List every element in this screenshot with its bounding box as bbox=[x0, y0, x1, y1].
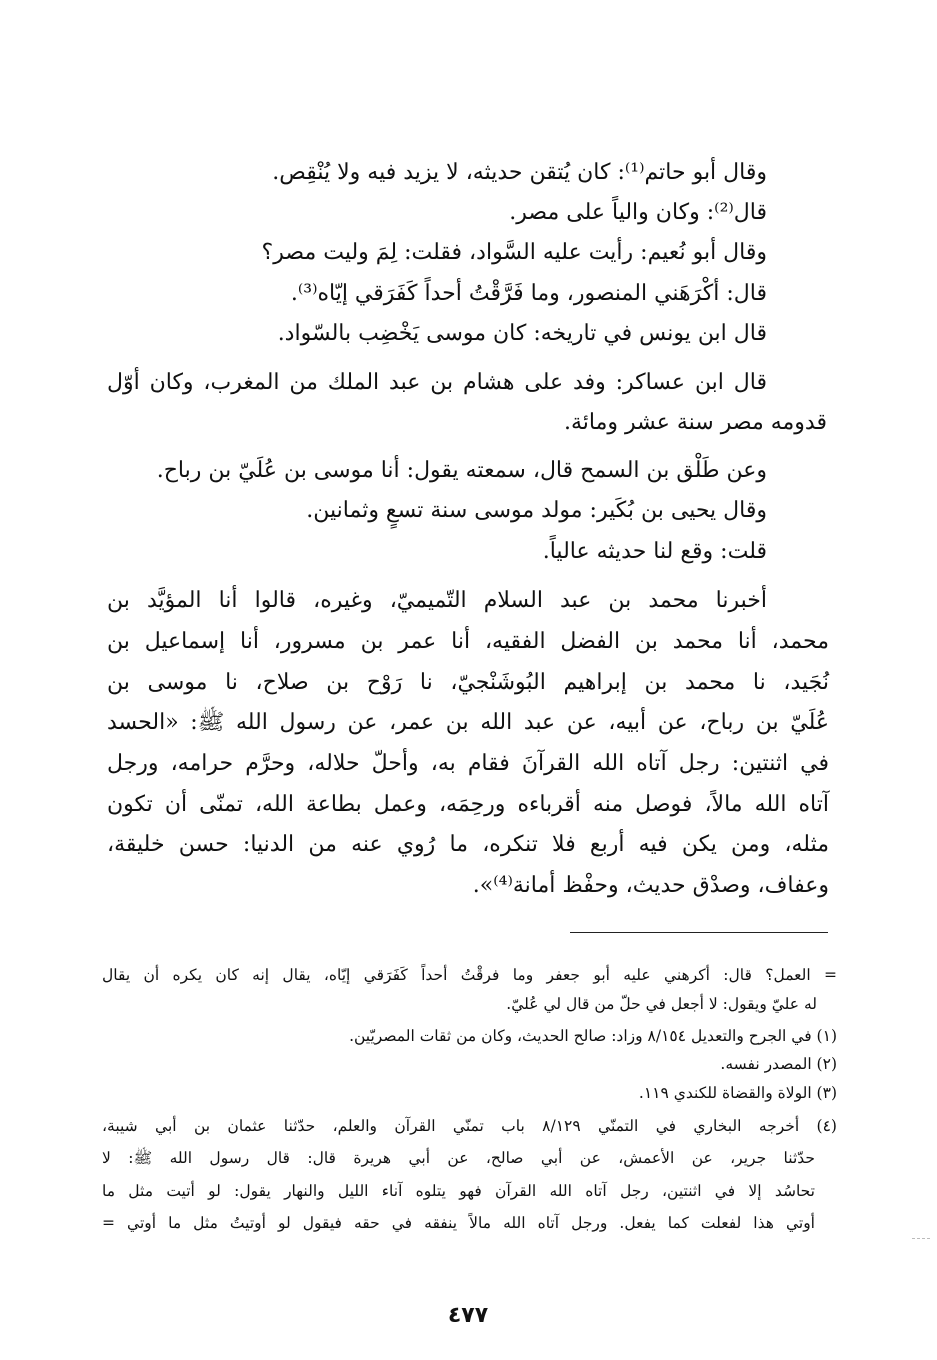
text-line: قال: أكْرَهَني المنصور، وما فَرَّقْتُ أحداً كَفَرَقي إيّاه⁽³⁾. bbox=[290, 281, 767, 306]
text-line: قلت: وقع لنا حديثه عالياً. bbox=[542, 539, 767, 564]
text-line: آتاه الله مالاً، فوصل منه أقرباءه ورحِمَه، وعمل بطاعة الله، تمنّى أن تكون bbox=[107, 792, 829, 817]
text-line: قال ابن يونس في تاريخه: كان موسى يَخْضِب بالسّواد. bbox=[277, 321, 767, 346]
footnote-line: حدّثنا جرير، عن الأعمش، عن أبي صالح، عن أبي هريرة قال: قال رسول الله ﷺ: لا bbox=[102, 1149, 815, 1167]
scan-mark bbox=[912, 1238, 930, 1239]
footnote-line: (١) في الجرح والتعديل ٨/١٥٤ وزاد: صالح الحديث، وكان من ثقات المصريّين. bbox=[349, 1027, 837, 1045]
page-number: ٤٧٧ bbox=[447, 1303, 489, 1328]
text-line: وعفاف، وصدْق حديث، وحفْظ أمانة⁽⁴⁾». bbox=[472, 873, 829, 898]
text-line: محمد، أنا محمد بن الفضل الفقيه، أنا عمر بن مسرور، أنا إسماعيل بن bbox=[107, 629, 829, 654]
text-line: قدومه مصر سنة عشر ومائة. bbox=[563, 410, 827, 435]
text-line: نُجَيد، نا محمد بن إبراهيم البُوشَنْجيّ، نا رَوْح بن صلاح، نا موسى بن bbox=[107, 670, 829, 695]
footnote-line: أوتي هذا لفعلت كما يفعل. ورجل آتاه الله مالاً ينفقه في حقه فيقول لو أوتيتُ مثل ما أوتي = bbox=[102, 1214, 815, 1232]
footnote-separator bbox=[570, 932, 828, 933]
text-line: عُلَيّ بن رباح، عن أبيه، عن عبد الله بن عمر، عن رسول الله ﷺ: «الحسد bbox=[107, 710, 829, 735]
footnote-line: = العمل؟ قال: أكرهني عليه أبو جعفر وما فرقْتُ أحداً كَفَرَقي إيّاه، يقال إنه كان يكره أن يقال bbox=[102, 966, 837, 984]
text-line: أخبرنا محمد بن عبد السلام التّميميّ، وغيره، قالوا أنا المؤيَّد بن bbox=[107, 588, 767, 613]
text-line: وقال يحيى بن بُكَير: مولد موسى سنة تسعٍ وثمانين. bbox=[306, 498, 767, 523]
footnote-line: (٢) المصدر نفسه. bbox=[720, 1055, 837, 1073]
text-line: مثله، ومن يكن فيه أربع فلا تنكره، ما رُوي عنه من الدنيا: حسن خليقة، bbox=[107, 832, 829, 857]
text-line: وقال أبو حاتم⁽¹⁾: كان يُتقن حديثه، لا يزيد فيه ولا يُنْقِص. bbox=[272, 160, 767, 185]
text-line: قال ابن عساكر: وفد على هشام بن عبد الملك من المغرب، وكان أوّل bbox=[107, 370, 767, 395]
text-line: وقال أبو نُعيم: رأيت عليه السَّواد، فقلت: لِمَ وليت مصر؟ bbox=[261, 240, 767, 265]
footnote-line: (٣) الولاة والقضاة للكندي ١١٩. bbox=[638, 1084, 837, 1102]
text-line: قال⁽²⁾: وكان والياً على مصر. bbox=[509, 200, 767, 225]
text-line: في اثنتين: رجل آتاه الله القرآنَ فقام به، وأحلّ حلاله، وحرَّم حرامه، ورجل bbox=[107, 751, 829, 776]
footnote-line: تحاسُد إلا في اثنتين، رجل آتاه الله القرآن فهو يتلوه آناء الليل والنهار يقول: لو أتيت مثل ما bbox=[102, 1182, 815, 1200]
footnote-line: له عليّ ويقول: لا أجعل في حلّ من قال لي عُليّ. bbox=[506, 995, 817, 1013]
footnote-line: (٤) أخرجه البخاري في التمنّي ٨/١٢٩ باب تمنّي القرآن والعلم، حدّثنا عثمان بن أبي شيبة، bbox=[102, 1117, 837, 1135]
text-line: وعن طَلْق بن السمح قال، سمعته يقول: أنا موسى بن عُلَيّ بن رباح. bbox=[156, 458, 767, 483]
